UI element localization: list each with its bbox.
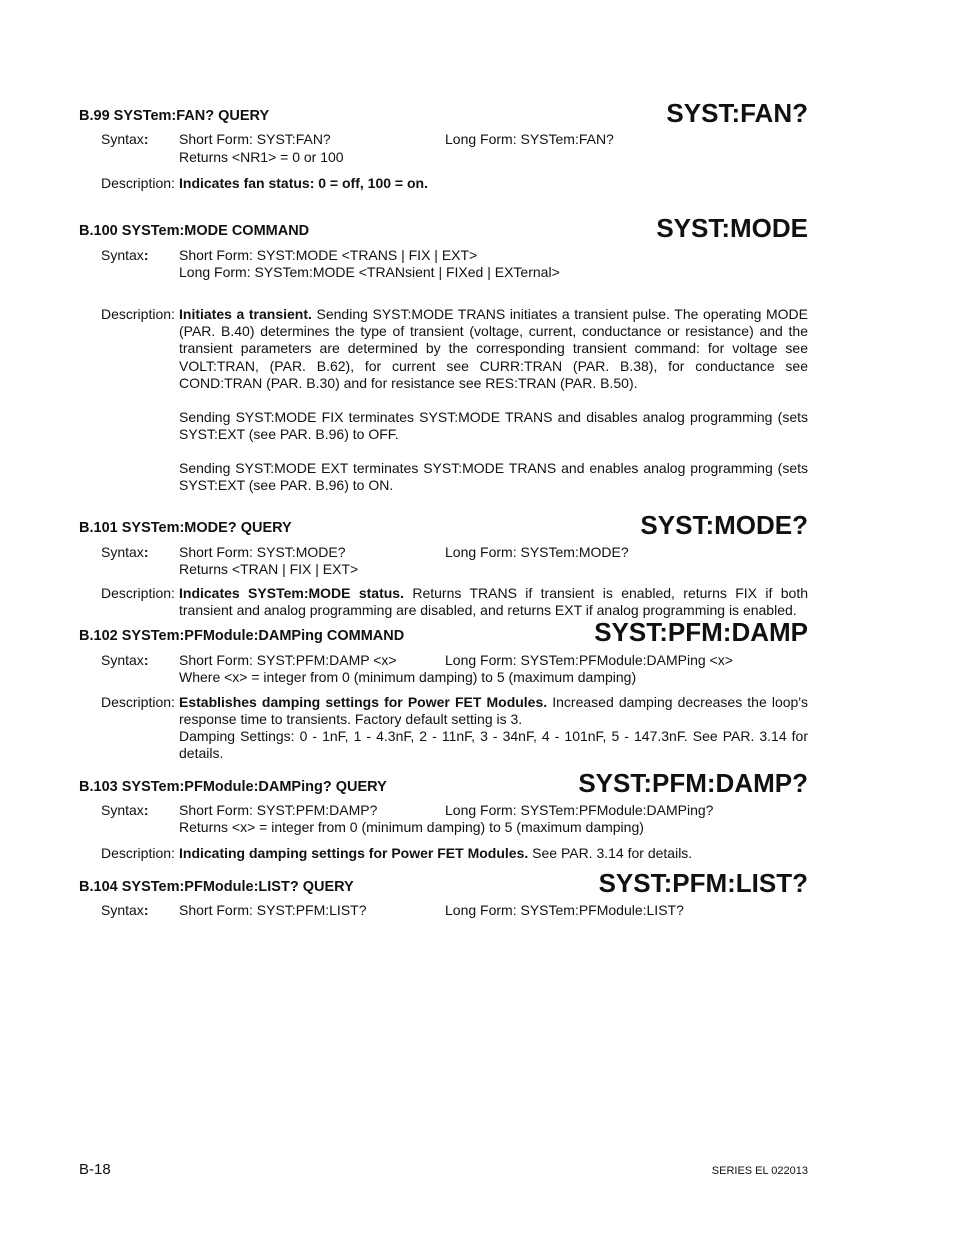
short-form: Short Form: SYST:PFM:LIST? bbox=[179, 902, 367, 918]
description-text: Indicating damping settings for Power FET Modules. See PAR. 3.14 for details. bbox=[179, 845, 693, 861]
description-paragraph: Establishes damping settings for Power FET Modules. Increased damping decreases the loop's response time to transients. Factory default setting is 3. bbox=[179, 694, 808, 728]
long-form: Long Form: SYSTem:PFModule:DAMPing? bbox=[445, 802, 714, 818]
command-title: SYST:PFM:LIST? bbox=[598, 868, 808, 898]
section-heading: B.99 SYSTem:FAN? QUERY bbox=[79, 108, 270, 124]
description-paragraph-ext: Sending SYST:MODE EXT terminates SYST:MODE TRANS and enables analog programming (sets SYST:EXT (see PAR. B.96) to ON. bbox=[179, 460, 808, 494]
description-label: Description: bbox=[101, 585, 175, 601]
short-form: Short Form: SYST:MODE <TRANS | FIX | EXT> bbox=[179, 247, 478, 263]
where-text: Where <x> = integer from 0 (minimum damping) to 5 (maximum damping) bbox=[179, 669, 637, 685]
syntax-label: Syntax: bbox=[101, 544, 149, 560]
syntax-label: Syntax: bbox=[101, 902, 149, 918]
long-form: Long Form: SYSTem:PFModule:LIST? bbox=[445, 902, 684, 918]
section-heading: B.100 SYSTem:MODE COMMAND bbox=[79, 223, 310, 239]
short-form: Short Form: SYST:MODE? bbox=[179, 544, 346, 560]
description-paragraph: Initiates a transient. Sending SYST:MODE TRANS initiates a transient pulse. The operating MODE (PAR. B.40) determines the type of transient (voltage, current, conductance or resistance) and the transient parameters are determined by the corresponding transient command: for voltage see VOLT:TRAN, (PAR. B.62), for current see CURR:TRAN (PAR. B.38), for conductance see COND:TRAN (PAR. B.30) and for resistance see RES:TRAN (PAR. B.50). bbox=[179, 306, 809, 391]
page-number: B-18 bbox=[79, 1161, 111, 1178]
description-text: Indicates fan status: 0 = off, 100 = on. bbox=[179, 175, 428, 191]
description-paragraph-fix: Sending SYST:MODE FIX terminates SYST:MODE TRANS and disables analog programming (sets SYST:EXT (see PAR. B.96) to OFF. bbox=[179, 409, 808, 443]
syntax-label: Syntax: bbox=[101, 802, 149, 818]
returns-text: Returns <x> = integer from 0 (minimum damping) to 5 (maximum damping) bbox=[179, 819, 644, 835]
long-form: Long Form: SYSTem:FAN? bbox=[445, 131, 614, 147]
command-title: SYST:PFM:DAMP? bbox=[578, 768, 808, 798]
description-label: Description: bbox=[101, 306, 175, 322]
description-label: Description: bbox=[101, 694, 175, 710]
syntax-label: Syntax: bbox=[101, 131, 149, 147]
command-title: SYST:MODE bbox=[656, 213, 808, 243]
long-form: Long Form: SYSTem:PFModule:DAMPing <x> bbox=[445, 652, 733, 668]
description-label: Description: bbox=[101, 845, 175, 861]
returns-text: Returns <NR1> = 0 or 100 bbox=[179, 149, 344, 165]
section-heading: B.103 SYSTem:PFModule:DAMPing? QUERY bbox=[79, 779, 387, 795]
short-form: Short Form: SYST:PFM:DAMP <x> bbox=[179, 652, 397, 668]
short-form: Short Form: SYST:FAN? bbox=[179, 131, 331, 147]
command-title: SYST:FAN? bbox=[666, 98, 808, 128]
long-form: Long Form: SYSTem:MODE <TRANsient | FIXed | EXTernal> bbox=[179, 264, 560, 280]
command-title: SYST:PFM:DAMP bbox=[594, 617, 808, 647]
description-label: Description: bbox=[101, 175, 175, 191]
series-label: SERIES EL 022013 bbox=[711, 1165, 808, 1177]
returns-text: Returns <TRAN | FIX | EXT> bbox=[179, 561, 359, 577]
syntax-label: Syntax: bbox=[101, 652, 149, 668]
section-heading: B.101 SYSTem:MODE? QUERY bbox=[79, 520, 292, 536]
command-title: SYST:MODE? bbox=[640, 510, 808, 540]
description-paragraph: Indicates SYSTem:MODE status. Returns TRANS if transient is enabled, returns FIX if both transient and analog programming are disabled, and returns EXT if analog programming is enabled. bbox=[179, 585, 808, 619]
long-form: Long Form: SYSTem:MODE? bbox=[445, 544, 629, 560]
section-heading: B.102 SYSTem:PFModule:DAMPing COMMAND bbox=[79, 628, 405, 644]
syntax-label: Syntax: bbox=[101, 247, 149, 263]
damping-settings-paragraph: Damping Settings: 0 - 1nF, 1 - 4.3nF, 2 - 11nF, 3 - 34nF, 4 - 101nF, 5 - 147.3nF. See PAR. 3.14 for details. bbox=[179, 728, 808, 762]
short-form: Short Form: SYST:PFM:DAMP? bbox=[179, 802, 378, 818]
section-heading: B.104 SYSTem:PFModule:LIST? QUERY bbox=[79, 879, 354, 895]
